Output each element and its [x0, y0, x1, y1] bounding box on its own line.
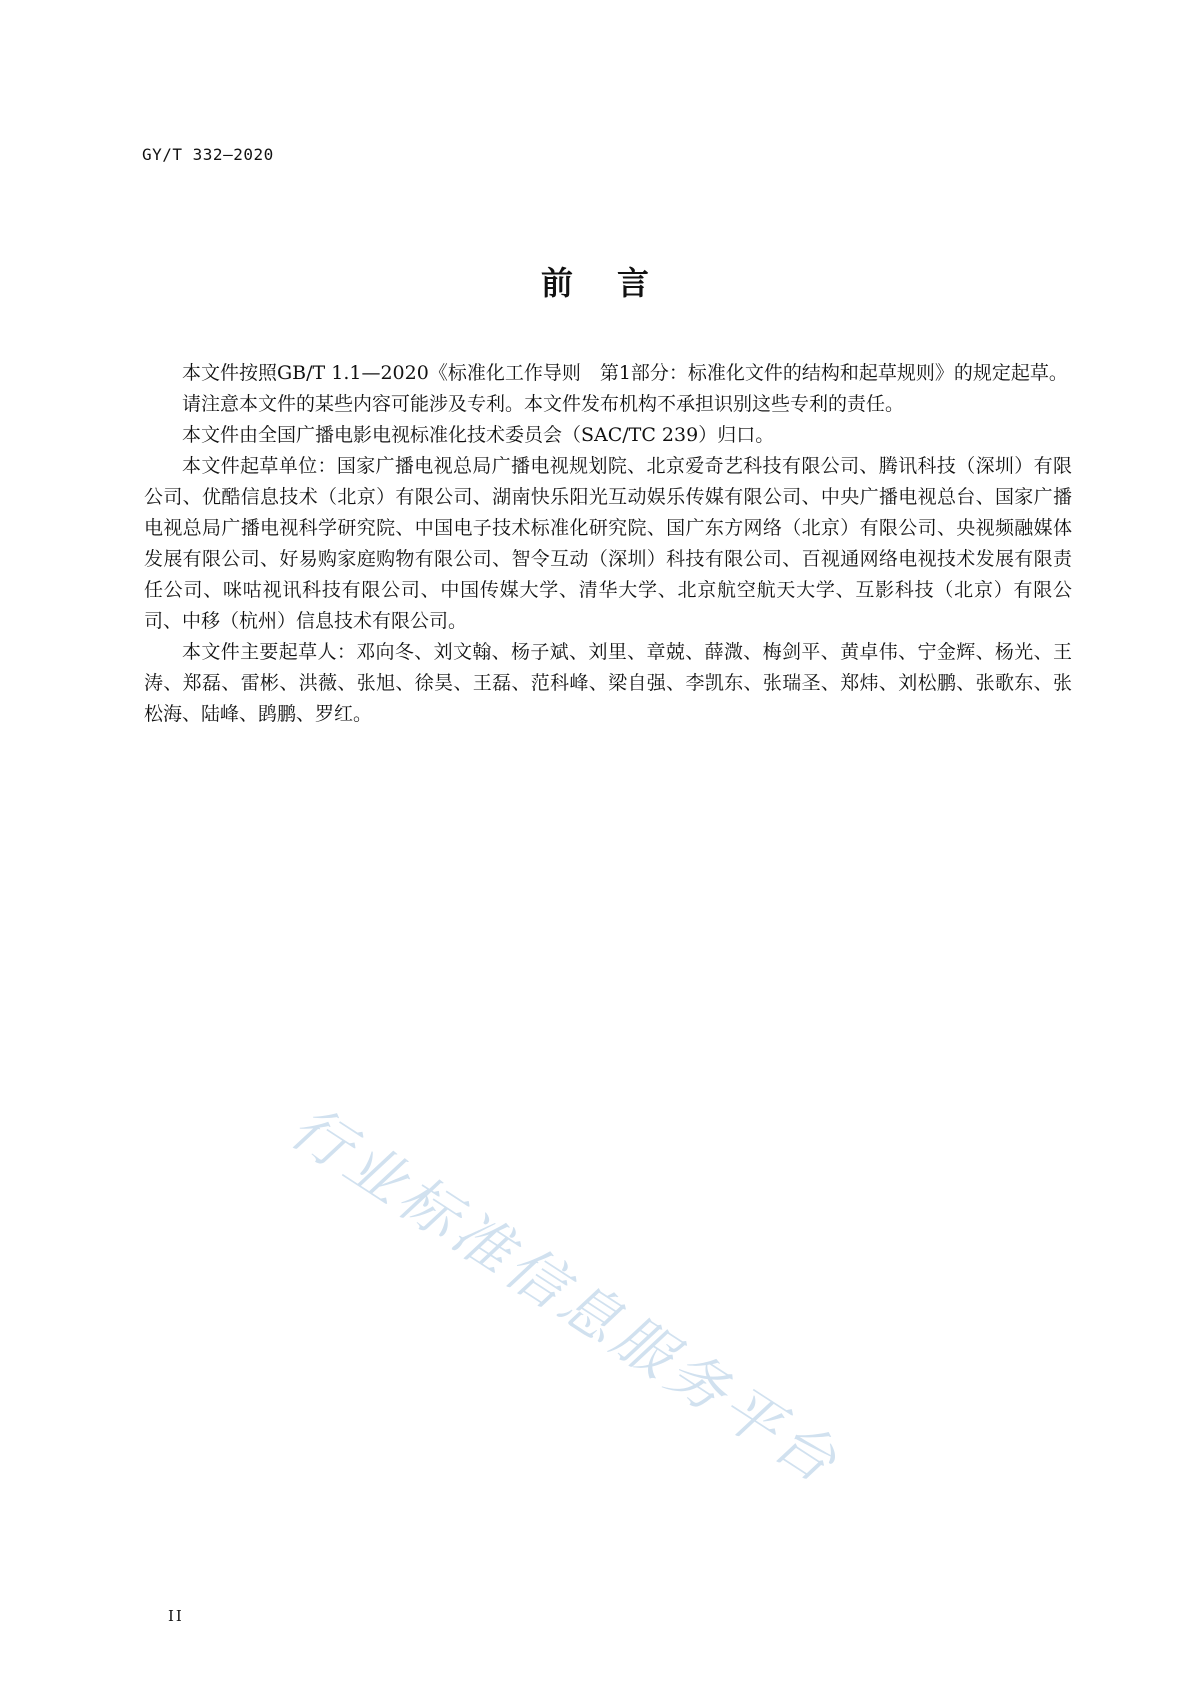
paragraph-drafting-units: 本文件起草单位：国家广播电视总局广播电视规划院、北京爱奇艺科技有限公司、腾讯科技（深圳）有限公司、优酷信息技术（北京）有限公司、湖南快乐阳光互动娱乐传媒有限公司、中央广播电视总台、国家广播电视总局广播电视科学研究院、中国电子技术标准化研究院、国广东方网络（北京）有限公司、央视频融媒体发展有限公司、好易购家庭购物有限公司、智令互动（深圳）科技有限公司、百视通网络电视技术发展有限责任公司、咪咕视讯科技有限公司、中国传媒大学、清华大学、北京航空航天大学、互影科技（北京）有限公司、中移（杭州）信息技术有限公司。 — [144, 455, 1072, 632]
document-code: GY/T 332—2020 — [142, 145, 274, 164]
body-text — [144, 358, 1072, 730]
paragraph-drafting-rule: 本文件按照GB/T 1.1—2020《标准化工作导则 第1部分：标准化文件的结构和起草规则》的规定起草。 — [182, 362, 1068, 384]
paragraph-drafters: 本文件主要起草人：邓向冬、刘文翰、杨子斌、刘里、章兢、薛溦、梅剑平、黄卓伟、宁金辉、杨光、王涛、郑磊、雷彬、洪薇、张旭、徐昊、王磊、范科峰、梁自强、李凯东、张瑞圣、郑炜、刘松鹏、张歌东、张松海、陆峰、鹍鹏、罗红。 — [144, 641, 1072, 725]
paragraph-responsible-committee: 本文件由全国广播电影电视标准化技术委员会（SAC/TC 239）归口。 — [182, 424, 775, 446]
page-number: II — [168, 1607, 184, 1625]
paragraph-patent-notice: 请注意本文件的某些内容可能涉及专利。本文件发布机构不承担识别这些专利的责任。 — [182, 393, 905, 415]
watermark: 行业标准信息服务平台 — [278, 1092, 853, 1499]
page-title: 前言 — [540, 264, 693, 302]
